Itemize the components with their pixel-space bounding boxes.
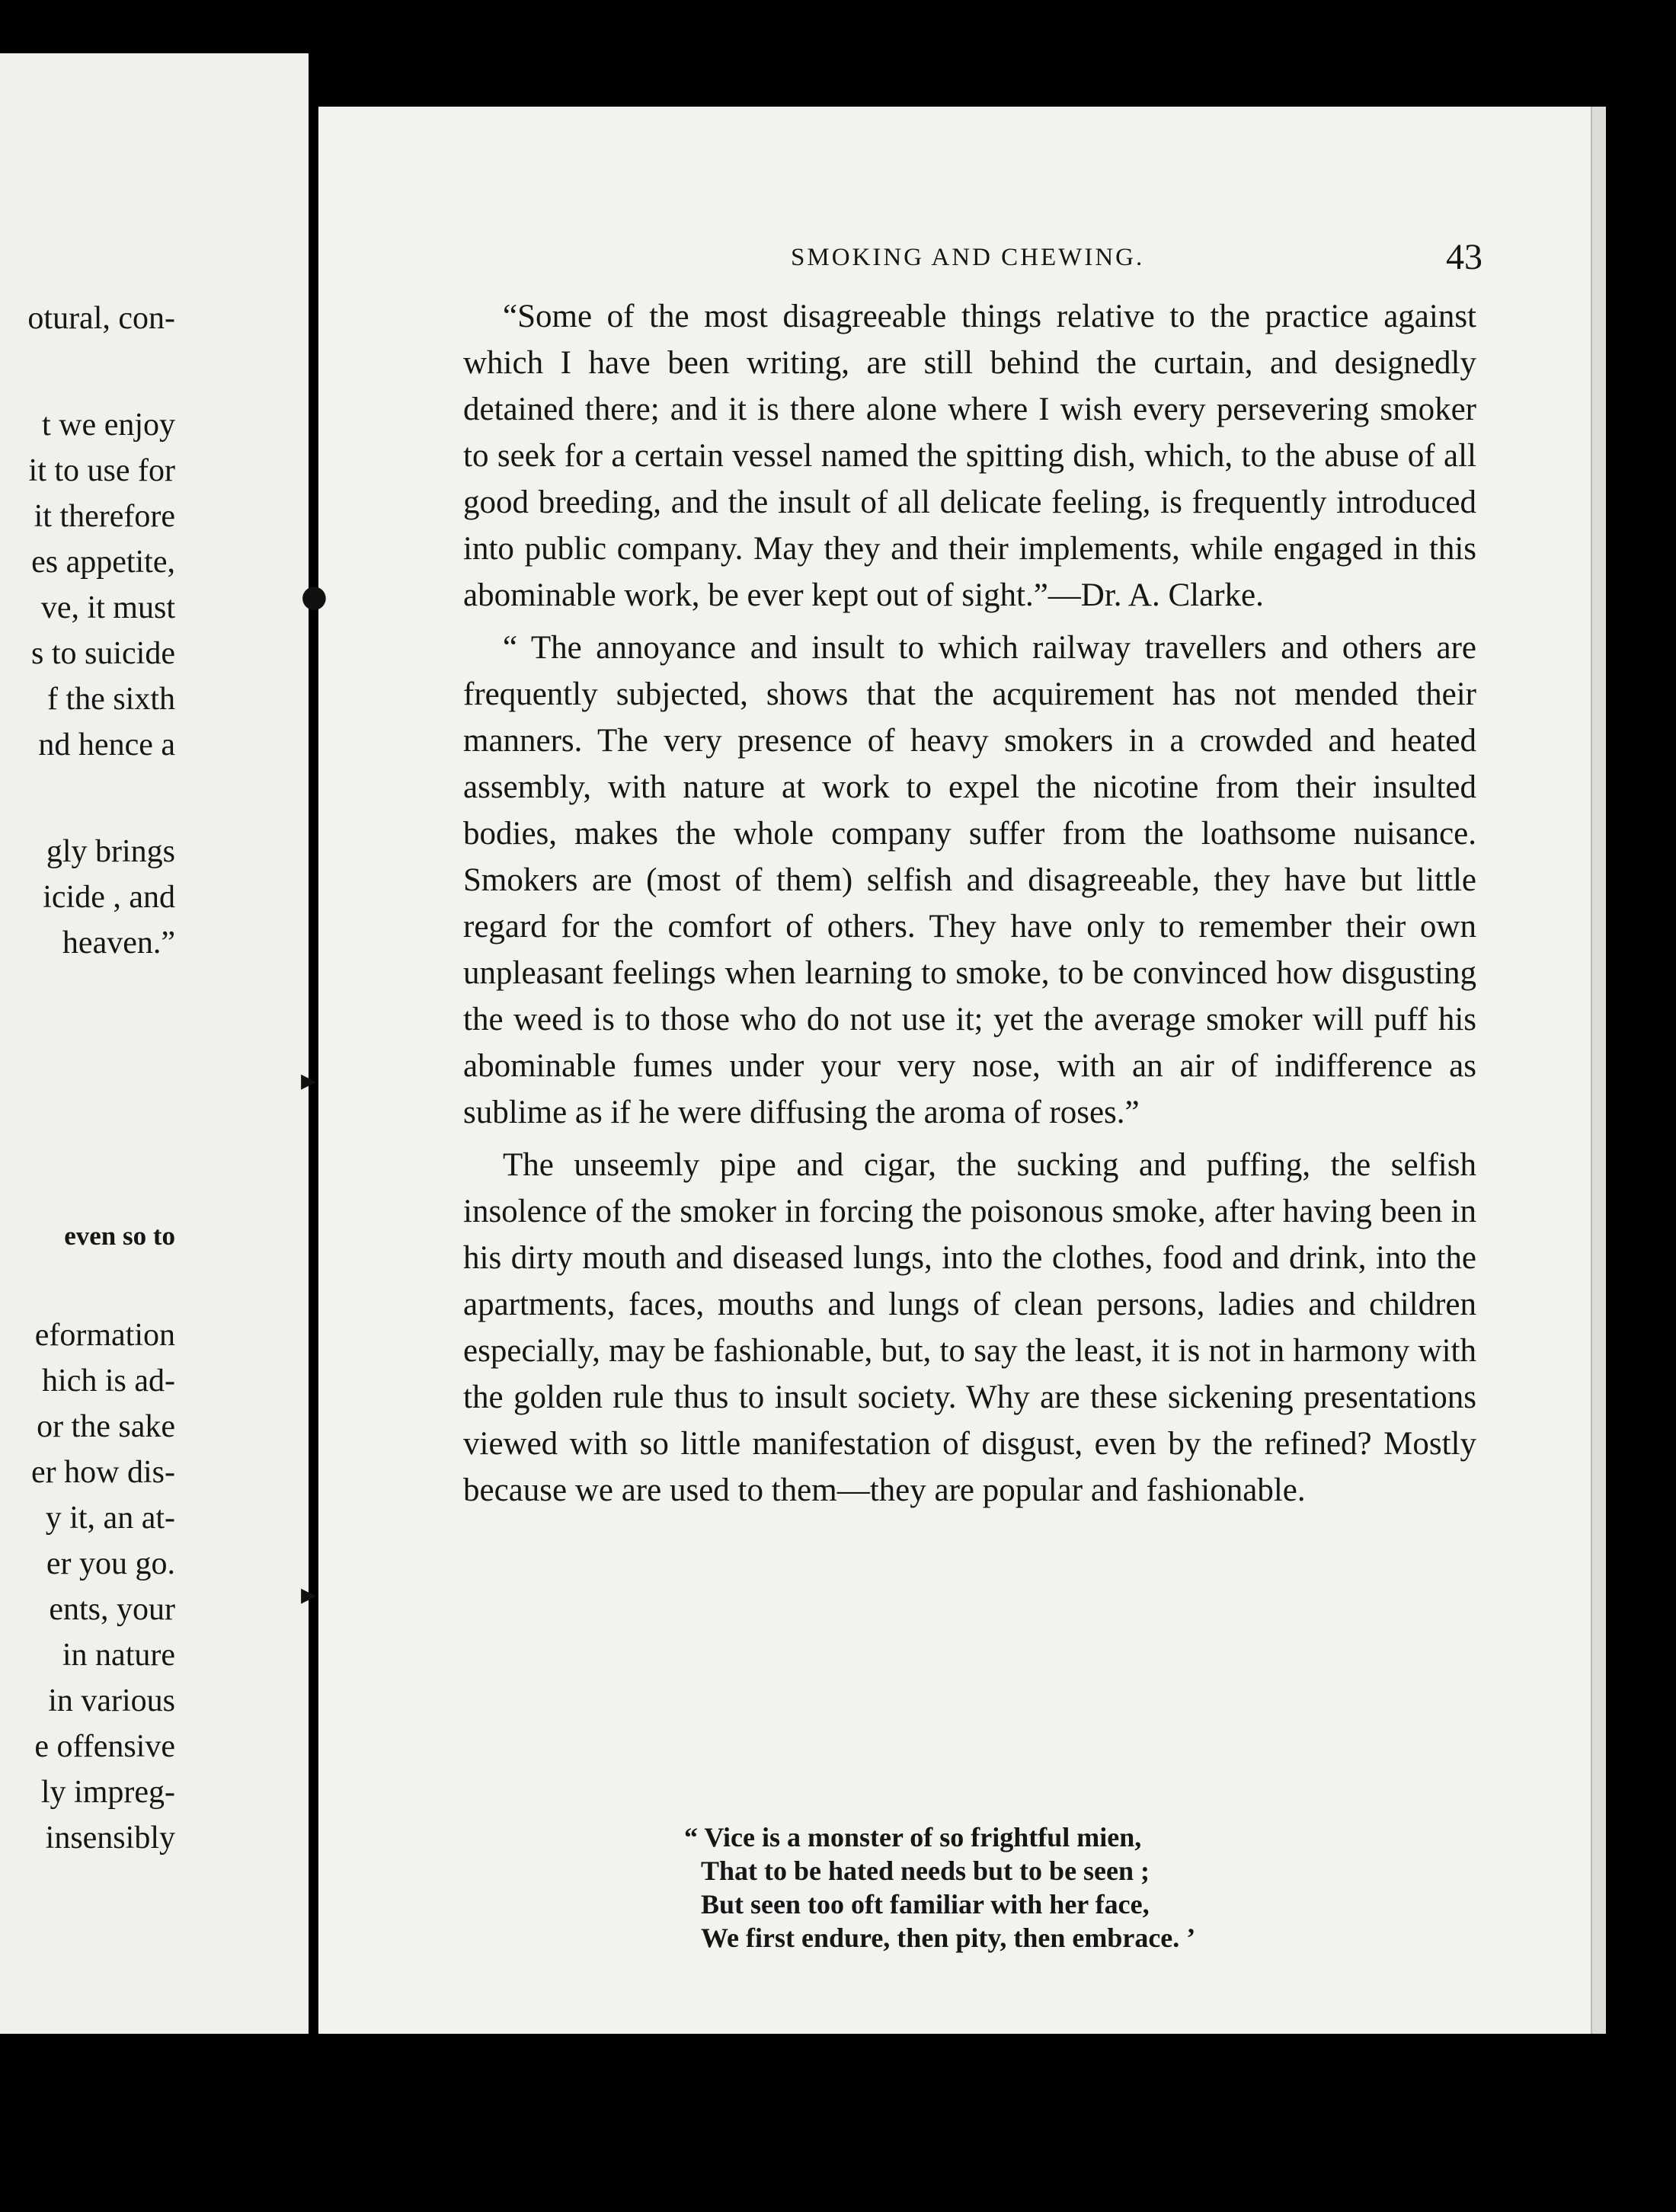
left-line: er you go. xyxy=(46,1546,175,1581)
paragraph-railway-quote: “ The annoyance and insult to which railway travellers and others are frequently subjected, shows that the acquirement has not mended their manners. The very presence of heavy smokers in a crowded and heated assembly, with nature at work to expel the nicotine from their insulted bodies, makes the whole company suffer from the loathsome nuisance. Smokers are (most of them) selfish and disagreeable, they have but little regard for the comfort of others. They have only to remember their own unpleasant feelings when learning to smoke, to be convinced how disgusting the weed is to those who do not use it; yet the average smoker will puff his abominable fumes under your very nose, with an air of indifference as sublime as if he were diffusing the aroma of roses.” xyxy=(463,630,1476,1130)
left-line: even so to xyxy=(64,1221,175,1251)
binding-arrow-icon: ● xyxy=(301,579,328,614)
left-line: e offensive xyxy=(34,1729,175,1764)
running-head: SMOKING AND CHEWING. xyxy=(791,244,1145,271)
left-line: in various xyxy=(48,1683,175,1718)
verse-quotation xyxy=(684,1820,1195,1955)
right-page xyxy=(318,107,1606,2034)
binding-arrow-icon: ▸ xyxy=(301,1577,317,1612)
left-line: it to use for xyxy=(28,453,175,488)
paragraph-clarke-quote: “Some of the most disagreeable things relative to the practice against which I have been writing, are still behind the curtain, and designedly detained there; and it is there alone where I wish every persevering smoker to seek for a certain vessel named the spitting dish, which, to the abuse of all good breeding, and the insult of all delicate feeling, is frequently introduced into public company. May they and their implements, while engaged in this abominable work, be ever kept out of sight.”—Dr. A. Clarke. xyxy=(463,299,1476,613)
left-line: f the sixth xyxy=(47,682,175,717)
left-line: icide , and xyxy=(43,880,175,915)
verse-line: That to be hated needs but to be seen ; xyxy=(701,1856,1150,1886)
left-line: it therefore xyxy=(34,499,175,534)
verse-line: We first endure, then pity, then embrace. ’ xyxy=(701,1923,1196,1953)
left-line: in nature xyxy=(62,1638,175,1673)
left-line: insensibly xyxy=(45,1820,175,1856)
left-line: hich is ad- xyxy=(42,1363,175,1398)
left-line: eformation xyxy=(34,1318,175,1353)
left-line: s to suicide xyxy=(31,636,175,671)
book-gutter xyxy=(309,53,316,2034)
verse-line: But seen too oft familiar with her face, xyxy=(701,1889,1150,1920)
left-line: nd hence a xyxy=(38,727,175,762)
left-line: otural, con- xyxy=(27,301,175,336)
left-line: y it, an at- xyxy=(45,1501,175,1536)
left-line: or the sake xyxy=(37,1409,175,1444)
left-line: gly brings xyxy=(46,834,175,869)
left-line: ve, it must xyxy=(40,590,175,625)
verse-line: “ Vice is a monster of so frightful mien, xyxy=(684,1822,1142,1852)
page-number: 43 xyxy=(1446,237,1482,277)
left-page xyxy=(0,53,309,2034)
left-line: es appetite, xyxy=(31,545,175,580)
paragraph-unseemly-pipe: The unseemly pipe and cigar, the sucking and puffing, the selfish insolence of the smoker in forcing the poisonous smoke, after having been in his dirty mouth and diseased lungs, into the clothes, food and drink, into the apartments, faces, mouths and lungs of clean persons, ladies and children especially, may be fashionable, but, to say the least, it is not in harmony with the golden rule thus to insult society. Why are these sickening presentations viewed with so little manifestation of disgust, even by the refined? Mostly because we are used to them—they are popular and fashionable. xyxy=(463,1147,1476,1508)
left-line: er how dis- xyxy=(31,1455,175,1490)
binding-arrow-icon: ▸ xyxy=(301,1063,317,1098)
left-line: ly impreg- xyxy=(40,1775,175,1810)
page-edge xyxy=(1591,107,1606,2034)
left-line: ents, your xyxy=(49,1592,175,1627)
left-line: heaven.” xyxy=(62,925,175,961)
body-text xyxy=(463,293,1476,1520)
left-line: t we enjoy xyxy=(42,408,175,443)
